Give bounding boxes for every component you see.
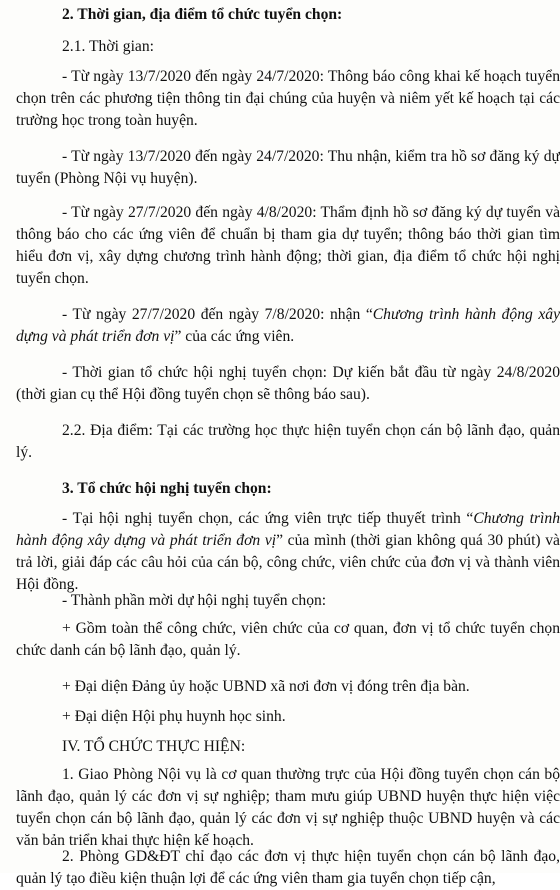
timeline-item-1: - Từ ngày 13/7/2020 đến ngày 24/7/2020: Thông báo công khai kế hoạch tuyển chọn trên các phương tiện thông tin đại chúng của huyện và niêm yết kế hoạch tại các trường học trong toàn huyện. — [16, 68, 560, 129]
timeline-item-4-tail: ” của các ứng viên. — [174, 328, 295, 345]
timeline-item-4-text: - Từ ngày 27/7/2020 đến ngày 7/8/2020: nhận “ — [62, 306, 373, 323]
section-2-heading: 2. Thời gian, địa điểm tổ chức tuyển chọn: — [62, 6, 343, 23]
conference-item-1 — [0, 508, 560, 596]
conference-item-1-tail: ” của mình (thời gian không quá 30 phút) và trả lời, giải đáp các câu hỏi của cán bộ, công chức, viên chức của đơn vị và thành viên Hội đồng. — [16, 532, 560, 593]
participant-item-2: + Đại diện Đảng ủy hoặc UBND xã nơi đơn vị đóng trên địa bàn. — [62, 678, 470, 695]
section-iv-heading: IV. TỔ CHỨC THỰC HIỆN: — [62, 738, 246, 755]
timeline-item-5: - Thời gian tổ chức hội nghị tuyển chọn: Dự kiến bắt đầu từ ngày 24/8/2020 (thời gian cụ thể Hội đồng tuyển chọn sẽ thông báo sau). — [16, 364, 560, 403]
participant-item-3: + Đại diện Hội phụ huynh học sinh. — [62, 708, 286, 725]
timeline-item-2: - Từ ngày 13/7/2020 đến ngày 24/7/2020: Thu nhận, kiểm tra hồ sơ đăng ký dự tuyển (Phòng Nội vụ huyện). — [16, 148, 560, 187]
section-3-heading: 3. Tổ chức hội nghị tuyển chọn: — [62, 480, 272, 497]
action-program-title: Chương trình hành động xây dựng và phát triển đơn vị — [16, 306, 560, 345]
section-2-1-label: 2.1. Thời gian: — [62, 38, 154, 55]
implementation-item-1: 1. Giao Phòng Nội vụ là cơ quan thường trực của Hội đồng tuyển chọn cán bộ lãnh đạo, quản lý các đơn vị sự nghiệp; tham mưu giúp UBND huyện thực hiện việc tuyển chọn cán bộ lãnh đạo, quản lý các đơn vị sự nghiệp thuộc UBND huyện và các văn bản triển khai thực hiện kế hoạch. — [16, 766, 560, 849]
section-2-2-location: 2.2. Địa điểm: Tại các trường học thực hiện tuyển chọn cán bộ lãnh đạo, quản lý. — [16, 422, 560, 461]
participant-item-1: + Gồm toàn thể công chức, viên chức của cơ quan, đơn vị tổ chức tuyển chọn chức danh cán bộ lãnh đạo, quản lý. — [16, 620, 560, 659]
timeline-item-3: - Từ ngày 27/7/2020 đến ngày 4/8/2020: Thẩm định hồ sơ đăng ký dự tuyển và thông báo cho các ứng viên để chuẩn bị tham gia dự tuyển; thông báo thời gian tìm hiểu đơn vị, xây dựng chương trình hành động; thời gian, địa điểm tổ chức hội nghị tuyển chọn. — [16, 204, 560, 287]
timeline-item-4 — [0, 304, 560, 348]
conference-item-1-text: - Tại hội nghị tuyển chọn, các ứng viên trực tiếp thuyết trình “ — [62, 510, 474, 527]
implementation-item-2: 2. Phòng GD&ĐT chỉ đạo các đơn vị thực hiện tuyển chọn cán bộ lãnh đạo, quản lý tạo điều kiện thuận lợi để các ứng viên tham gia tuyển chọn tiếp cận, — [16, 848, 560, 887]
action-program-title-2: Chương trình hành động xây dựng và phát triển đơn vị — [16, 510, 560, 549]
conference-item-2: - Thành phần mời dự hội nghị tuyển chọn: — [62, 592, 327, 609]
